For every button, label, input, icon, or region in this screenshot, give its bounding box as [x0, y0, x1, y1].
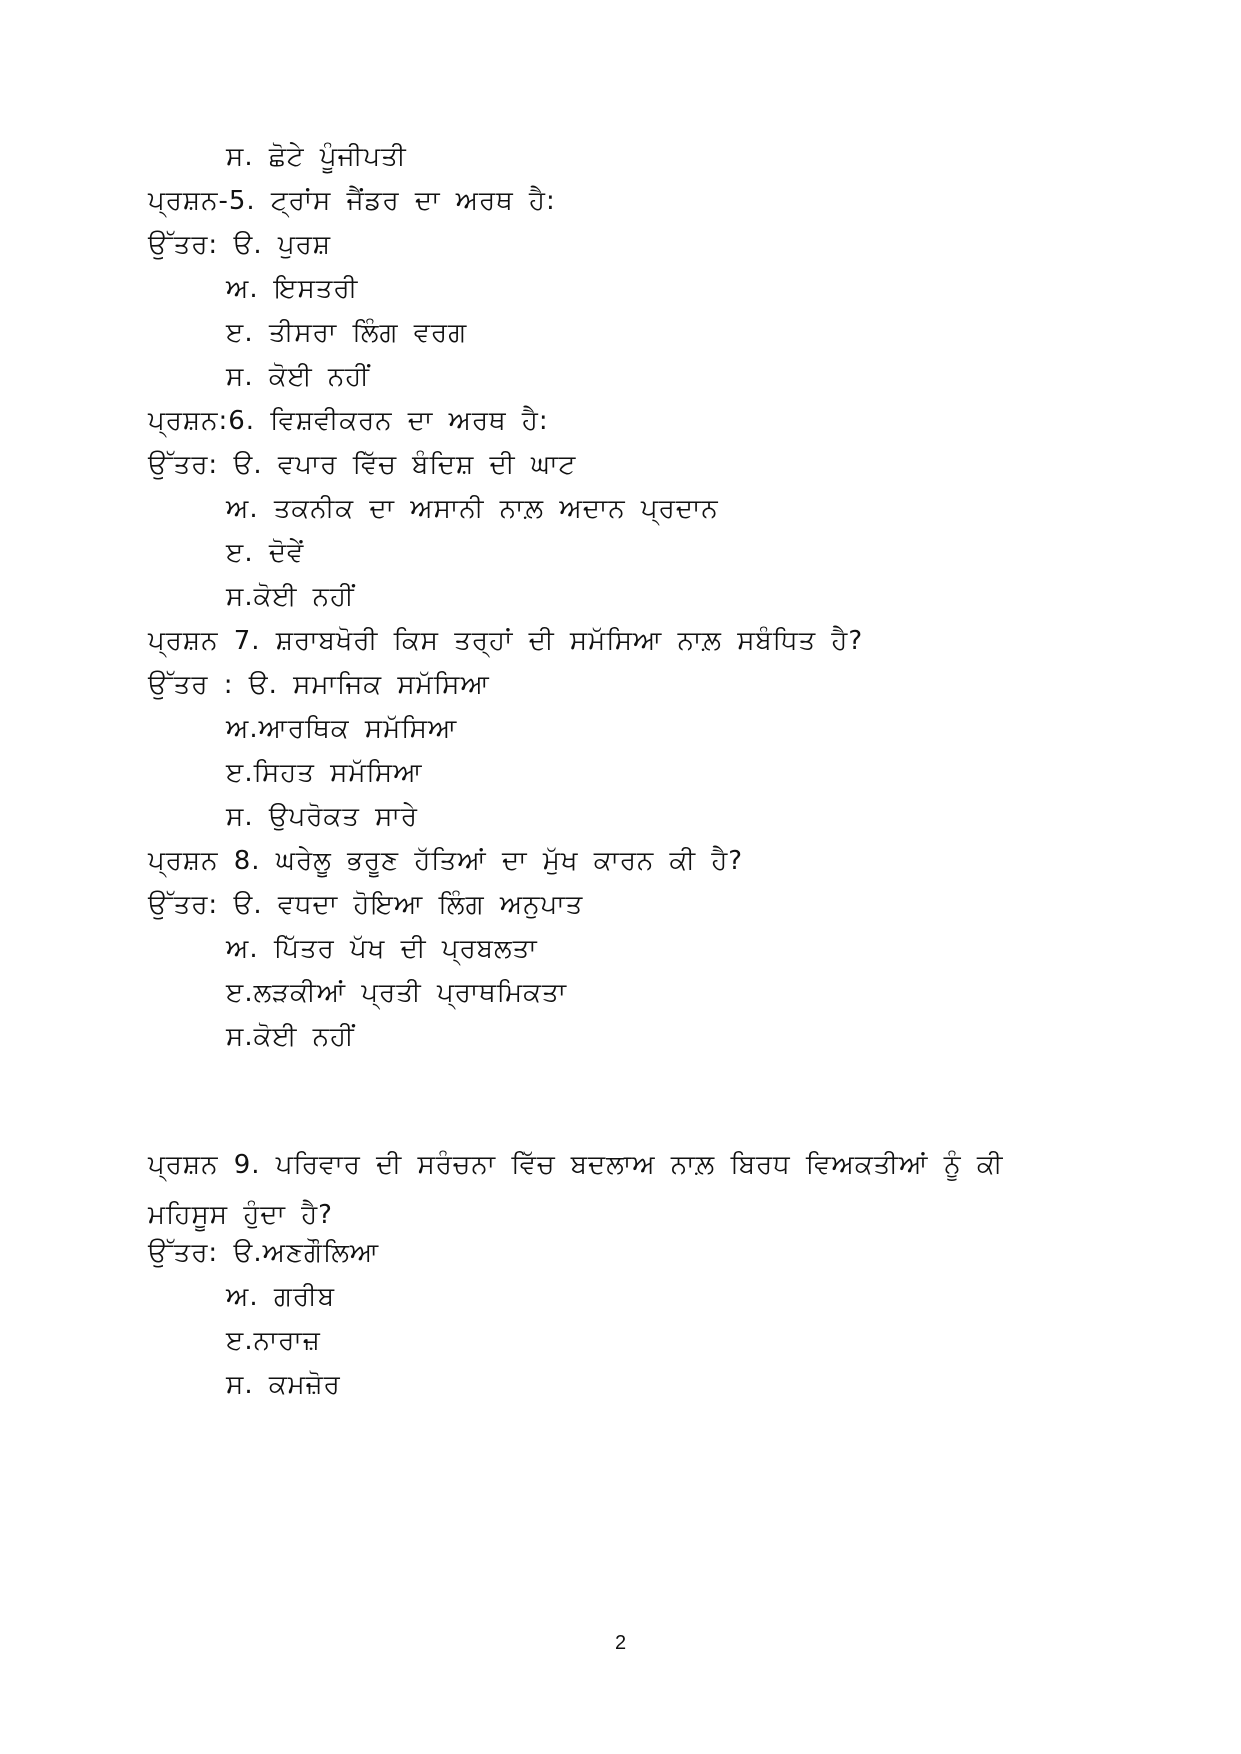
answer-5-option-b: ਅ. ਇਸਤਰੀ — [226, 274, 359, 304]
answer-6-option-a: ਉੱਤਰ: ੳ. ਵਪਾਰ ਵਿੱਚ ਬੰਦਿਸ਼ ਦੀ ਘਾਟ — [148, 450, 577, 480]
answer-8-option-a: ਉੱਤਰ: ੳ. ਵਧਦਾ ਹੋਇਆ ਲਿੰਗ ਅਨੁਪਾਤ — [148, 890, 584, 920]
answer-8-option-c: ੲ.ਲੜਕੀਆਂ ਪ੍ਰਤੀ ਪ੍ਰਾਥਮਿਕਤਾ — [226, 978, 568, 1008]
answer-9-option-a: ਉੱਤਰ: ੳ.ਅਣਗੌਲਿਆ — [148, 1238, 380, 1268]
question-5: ਪ੍ਰਸ਼ਨ-5. ਟ੍ਰਾਂਸ ਜੈਂਡਰ ਦਾ ਅਰਥ ਹੈ: — [148, 186, 556, 216]
answer-6-option-d: ਸ.ਕੋਈ ਨਹੀਂ — [226, 582, 355, 612]
answer-7-option-d: ਸ. ਉਪਰੋਕਤ ਸਾਰੇ — [226, 802, 419, 832]
answer-7-option-a: ਉੱਤਰ : ੳ. ਸਮਾਜਿਕ ਸਮੱਸਿਆ — [148, 670, 490, 700]
answer-8-option-d: ਸ.ਕੋਈ ਨਹੀਂ — [226, 1022, 355, 1052]
answer-6-option-b: ਅ. ਤਕਨੀਕ ਦਾ ਅਸਾਨੀ ਨਾਲ਼ ਅਦਾਨ ਪ੍ਰਦਾਨ — [226, 494, 719, 524]
answer-9-option-b: ਅ. ਗਰੀਬ — [226, 1282, 336, 1312]
answer-7-option-b: ਅ.ਆਰਥਿਕ ਸਮੱਸਿਆ — [226, 714, 458, 744]
answer-7-option-c: ੲ.ਸਿਹਤ ਸਮੱਸਿਆ — [226, 758, 423, 788]
question-9: ਪ੍ਰਸ਼ਨ 9. ਪਰਿਵਾਰ ਦੀ ਸਰੰਚਨਾ ਵਿੱਚ ਬਦਲਾਅ ਨਾਲ਼ ਬਿਰਧ ਵਿਅਕਤੀਆਂ ਨੂੰ ਕੀ ਮਹਿਸੂਸ ਹੁੰਦਾ ਹੈ? — [148, 1150, 1004, 1230]
answer-9-option-c: ੲ.ਨਾਰਾਜ਼ — [226, 1326, 321, 1356]
question-7: ਪ੍ਰਸ਼ਨ 7. ਸ਼ਰਾਬਖੋਰੀ ਕਿਸ ਤਰ੍ਹਾਂ ਦੀ ਸਮੱਸਿਆ ਨਾਲ਼ ਸਬੰਧਿਤ ਹੈ? — [148, 626, 864, 656]
answer-5-option-c: ੲ. ਤੀਸਰਾ ਲਿੰਗ ਵਰਗ — [226, 318, 468, 348]
answer-6-option-c: ੲ. ਦੋਵੇਂ — [226, 538, 305, 568]
answer-8-option-b: ਅ. ਪਿੱਤਰ ਪੱਖ ਦੀ ਪ੍ਰਬਲਤਾ — [226, 934, 538, 964]
question-8: ਪ੍ਰਸ਼ਨ 8. ਘਰੇਲੂ ਭਰੂਣ ਹੱਤਿਆਂ ਦਾ ਮੁੱਖ ਕਾਰਨ ਕੀ ਹੈ? — [148, 846, 744, 876]
answer-5-option-a: ਉੱਤਰ: ੳ. ਪੁਰਸ਼ — [148, 230, 332, 260]
option-line: ਸ. ਛੋਟੇ ਪੂੰਜੀਪਤੀ — [226, 142, 407, 172]
question-6: ਪ੍ਰਸ਼ਨ:6. ਵਿਸ਼ਵੀਕਰਨ ਦਾ ਅਰਥ ਹੈ: — [148, 406, 549, 436]
answer-9-option-d: ਸ. ਕਮਜ਼ੋਰ — [226, 1370, 341, 1400]
page-number: 2 — [614, 1632, 627, 1654]
answer-5-option-d: ਸ. ਕੋਈ ਨਹੀਂ — [226, 362, 371, 392]
